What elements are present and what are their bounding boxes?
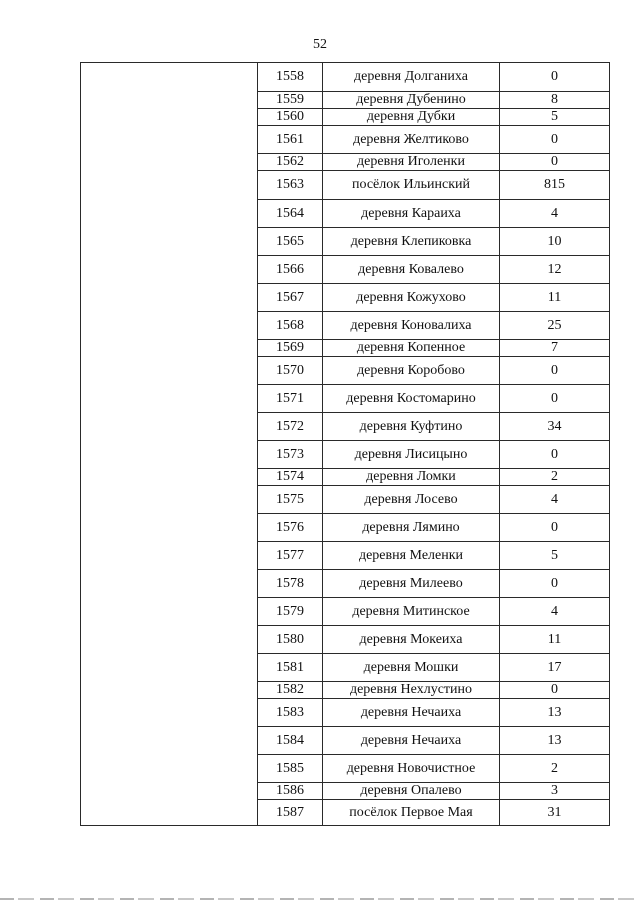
settlement-name-cell: деревня Ковалево [323, 256, 500, 284]
settlement-name-cell: деревня Дубки [323, 109, 500, 126]
value-cell: 34 [500, 413, 610, 441]
value-cell: 0 [500, 570, 610, 598]
value-cell: 0 [500, 154, 610, 171]
settlement-name-cell: деревня Мошки [323, 654, 500, 682]
row-number-cell: 1585 [258, 755, 323, 783]
settlement-name-cell: деревня Новочистное [323, 755, 500, 783]
value-cell: 5 [500, 542, 610, 570]
row-number-cell: 1563 [258, 171, 323, 200]
settlement-name-cell: деревня Лямино [323, 514, 500, 542]
scan-edge-artifact [0, 898, 640, 900]
row-number-cell: 1560 [258, 109, 323, 126]
settlement-name-cell: деревня Коробово [323, 357, 500, 385]
row-number-cell: 1567 [258, 284, 323, 312]
row-number-cell: 1564 [258, 200, 323, 228]
settlement-name-cell: деревня Копенное [323, 340, 500, 357]
settlement-name-cell: деревня Куфтино [323, 413, 500, 441]
row-number-cell: 1574 [258, 469, 323, 486]
settlement-name-cell: деревня Клепиковка [323, 228, 500, 256]
value-cell: 25 [500, 312, 610, 340]
settlement-name-cell: деревня Митинское [323, 598, 500, 626]
settlement-name-cell: деревня Желтиково [323, 126, 500, 154]
settlement-name-cell: деревня Кожухово [323, 284, 500, 312]
row-number-cell: 1583 [258, 699, 323, 727]
row-number-cell: 1566 [258, 256, 323, 284]
row-number-cell: 1572 [258, 413, 323, 441]
settlement-name-cell: деревня Дубенино [323, 92, 500, 109]
value-cell: 12 [500, 256, 610, 284]
value-cell: 0 [500, 126, 610, 154]
value-cell: 4 [500, 200, 610, 228]
settlement-name-cell: деревня Иголенки [323, 154, 500, 171]
settlement-name-cell: деревня Лисицыно [323, 441, 500, 469]
row-number-cell: 1570 [258, 357, 323, 385]
row-number-cell: 1571 [258, 385, 323, 413]
row-number-cell: 1568 [258, 312, 323, 340]
value-cell: 2 [500, 469, 610, 486]
value-cell: 13 [500, 727, 610, 755]
settlement-name-cell: деревня Лосево [323, 486, 500, 514]
settlement-name-cell: деревня Костомарино [323, 385, 500, 413]
value-cell: 815 [500, 171, 610, 200]
value-cell: 0 [500, 357, 610, 385]
settlement-name-cell: деревня Нечаиха [323, 699, 500, 727]
settlements-table-body [81, 63, 610, 826]
settlement-name-cell: деревня Мокеиха [323, 626, 500, 654]
value-cell: 0 [500, 441, 610, 469]
value-cell: 11 [500, 626, 610, 654]
value-cell: 2 [500, 755, 610, 783]
row-number-cell: 1587 [258, 800, 323, 826]
row-number-cell: 1586 [258, 783, 323, 800]
value-cell: 0 [500, 63, 610, 92]
merged-left-cell [81, 63, 258, 826]
value-cell: 0 [500, 385, 610, 413]
value-cell: 11 [500, 284, 610, 312]
row-number-cell: 1562 [258, 154, 323, 171]
row-number-cell: 1561 [258, 126, 323, 154]
settlement-name-cell: деревня Коновалиха [323, 312, 500, 340]
settlement-name-cell: деревня Нехлустино [323, 682, 500, 699]
value-cell: 8 [500, 92, 610, 109]
value-cell: 4 [500, 598, 610, 626]
settlement-name-cell: деревня Милеево [323, 570, 500, 598]
table-row [81, 63, 610, 92]
row-number-cell: 1565 [258, 228, 323, 256]
row-number-cell: 1559 [258, 92, 323, 109]
row-number-cell: 1576 [258, 514, 323, 542]
settlement-name-cell: деревня Опалево [323, 783, 500, 800]
row-number-cell: 1580 [258, 626, 323, 654]
row-number-cell: 1579 [258, 598, 323, 626]
settlement-name-cell: деревня Долганиха [323, 63, 500, 92]
value-cell: 31 [500, 800, 610, 826]
settlement-name-cell: деревня Меленки [323, 542, 500, 570]
value-cell: 0 [500, 682, 610, 699]
row-number-cell: 1558 [258, 63, 323, 92]
value-cell: 0 [500, 514, 610, 542]
value-cell: 17 [500, 654, 610, 682]
row-number-cell: 1582 [258, 682, 323, 699]
value-cell: 13 [500, 699, 610, 727]
settlement-name-cell: деревня Ломки [323, 469, 500, 486]
value-cell: 7 [500, 340, 610, 357]
row-number-cell: 1569 [258, 340, 323, 357]
row-number-cell: 1584 [258, 727, 323, 755]
settlements-table [80, 62, 610, 826]
settlement-name-cell: деревня Караиха [323, 200, 500, 228]
value-cell: 5 [500, 109, 610, 126]
row-number-cell: 1575 [258, 486, 323, 514]
row-number-cell: 1577 [258, 542, 323, 570]
value-cell: 4 [500, 486, 610, 514]
settlement-name-cell: посёлок Ильинский [323, 171, 500, 200]
value-cell: 10 [500, 228, 610, 256]
row-number-cell: 1573 [258, 441, 323, 469]
row-number-cell: 1581 [258, 654, 323, 682]
row-number-cell: 1578 [258, 570, 323, 598]
value-cell: 3 [500, 783, 610, 800]
page-number: 52 [313, 37, 327, 52]
settlement-name-cell: посёлок Первое Мая [323, 800, 500, 826]
settlement-name-cell: деревня Нечаиха [323, 727, 500, 755]
